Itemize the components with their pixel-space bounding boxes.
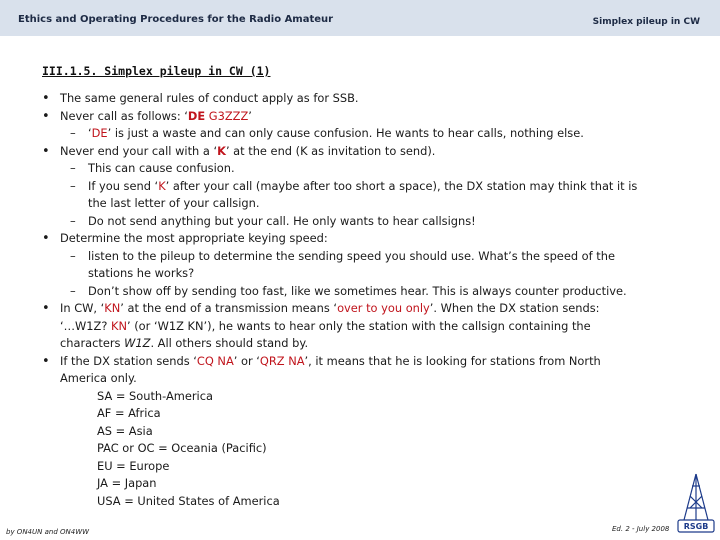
- slide-title: III.1.5. Simplex pileup in CW (1): [42, 64, 271, 78]
- sub-bullet-listen-speed: – listen to the pileup to determine the sending speed you should use. What’s the speed of the stations he works?: [40, 248, 680, 283]
- region-code: AF = Africa: [97, 406, 161, 420]
- bullet-keying-speed: • Determine the most appropriate keying speed:: [40, 230, 680, 248]
- de-highlight: DE: [187, 108, 206, 123]
- bullet-never-call-de: • Never call as follows: ‘DE G3ZZZ’: [40, 108, 680, 126]
- sub-bullet-dont-show-off: – Don’t show off by sending too fast, like we sometimes hear. This is always counter productive.: [40, 283, 680, 301]
- region-code: AS = Asia: [97, 423, 153, 438]
- sub-bullet-de-waste: – ‘DE’ is just a waste and can only cause confusion. He wants to hear calls, nothing else.: [40, 125, 680, 143]
- rsgb-logo-text: RSGB: [683, 522, 709, 531]
- region-code: SA = South-America: [97, 388, 213, 403]
- region-code: EU = Europe: [97, 458, 170, 473]
- sub-bullet-k-after-call: – If you send ‘K’ after your call (maybe after too short a space), the DX station may think that it is the last letter of your callsign.: [40, 178, 680, 213]
- footer-edition: Ed. 2 - July 2008: [612, 525, 670, 533]
- qrz-na-highlight: QRZ NA: [259, 353, 305, 368]
- over-highlight: over to you only: [337, 301, 430, 315]
- rsgb-logo: [674, 470, 718, 540]
- region-code: PAC or OC = Oceania (Pacific): [97, 441, 267, 455]
- region-code: JA = Japan: [97, 476, 157, 490]
- slide-content: [40, 90, 680, 510]
- header-right-title: Simplex pileup in CW: [592, 17, 700, 27]
- bullet-cq-na: • If the DX station sends ‘CQ NA’ or ‘QRZ NA’, it means that he is looking for stations from North America only.: [40, 353, 680, 388]
- bullet-never-end-k: • Never end your call with a ‘K’ at the end (K as invitation to send).: [40, 143, 680, 161]
- k-highlight: K: [217, 143, 226, 158]
- sub-bullet-only-call: – Do not send anything but your call. He only wants to hear callsigns!: [40, 213, 680, 231]
- header-left-title: Ethics and Operating Procedures for the Radio Amateur: [18, 14, 334, 25]
- callsign-highlight: G3ZZZ: [205, 108, 249, 123]
- bullet-general-rules: • The same general rules of conduct apply as for SSB.: [40, 90, 680, 108]
- cq-na-highlight: CQ NA: [196, 353, 234, 368]
- kn-highlight: KN: [104, 301, 121, 315]
- sub-bullet-confusion: – This can cause confusion.: [40, 160, 680, 178]
- bullet-kn-meaning: • In CW, ‘KN’ at the end of a transmission means ‘over to you only’. When the DX station sends: ‘…W1Z? KN’ (or ‘W1Z KN’), he wants to hear only the station with the callsign containing the characters W1Z. All others should stand by.: [40, 300, 680, 353]
- footer-authors: by ON4UN and ON4WW: [6, 528, 90, 536]
- header-bar: [0, 0, 720, 36]
- region-code: USA = United States of America: [97, 493, 280, 508]
